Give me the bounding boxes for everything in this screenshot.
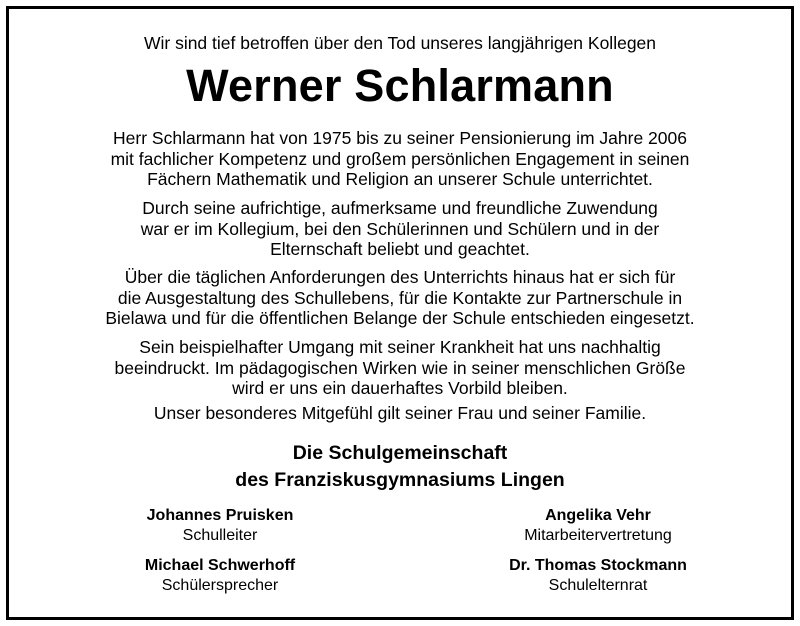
text-line: war er im Kollegium, bei den Schülerinnen und Schülern und in der [140,218,660,239]
text-line: Herr Schlarmann hat von 1975 bis zu seiner Pensionierung im Jahre 2006 [113,128,687,148]
signatory-role: Schülersprecher [161,577,279,594]
signatory-role: Schulelternrat [548,577,648,594]
text-line: Bielawa und für die öffentlichen Belange der Schule entschieden eingesetzt. [105,308,695,328]
paragraph-character [0,198,800,260]
signatory-principal [90,506,350,546]
paragraph-illness [0,337,800,399]
paragraph-career [0,128,800,190]
signatory-role: Schulleiter [182,527,258,544]
sender-line: Die Schulgemeinschaft [292,442,508,464]
signatory-staff-rep [468,506,728,546]
text-line: beeindruckt. Im pädagogischen Wirken wie in seiner menschlichen Größe [114,357,686,378]
text-line: mit fachlicher Kompetenz und großem persönlichen Engagement in seinen [110,148,690,169]
sender-block [0,440,800,494]
intro-line: Wir sind tief betroffen über den Tod unseres langjährigen Kollegen [143,33,657,53]
signatory-role: Mitarbeitervertretung [524,527,672,544]
deceased-name: Werner Schlarmann [186,60,614,111]
signatory-parents-council [468,556,728,596]
signatory-name: Dr. Thomas Stockmann [509,557,687,574]
text-line: Durch seine aufrichtige, aufmerksame und freundliche Zuwendung [142,198,658,218]
text-line: Elternschaft beliebt und geachtet. [270,239,530,259]
text-line: die Ausgestaltung des Schullebens, für die Kontakte zur Partnerschule in [117,287,683,308]
text-line: wird er uns ein dauerhaftes Vorbild bleiben. [232,378,568,398]
text-line: Fächern Mathematik und Religion an unserer Schule unterrichtet. [147,169,653,189]
sender-line: des Franziskusgymnasiums Lingen [235,469,565,491]
text-line: Sein beispielhafter Umgang mit seiner Krankheit hat uns nachhaltig [139,337,661,357]
signatory-name: Johannes Pruisken [146,507,294,524]
signatory-student-rep [90,556,350,596]
signatory-name: Michael Schwerhoff [144,557,296,574]
signatory-name: Angelika Vehr [545,507,651,524]
paragraph-engagement [0,267,800,329]
paragraph-condolence [0,403,800,424]
text-line: Unser besonderes Mitgefühl gilt seiner Frau und seiner Familie. [153,403,647,423]
text-line: Über die täglichen Anforderungen des Unterrichts hinaus hat er sich für [124,267,676,287]
